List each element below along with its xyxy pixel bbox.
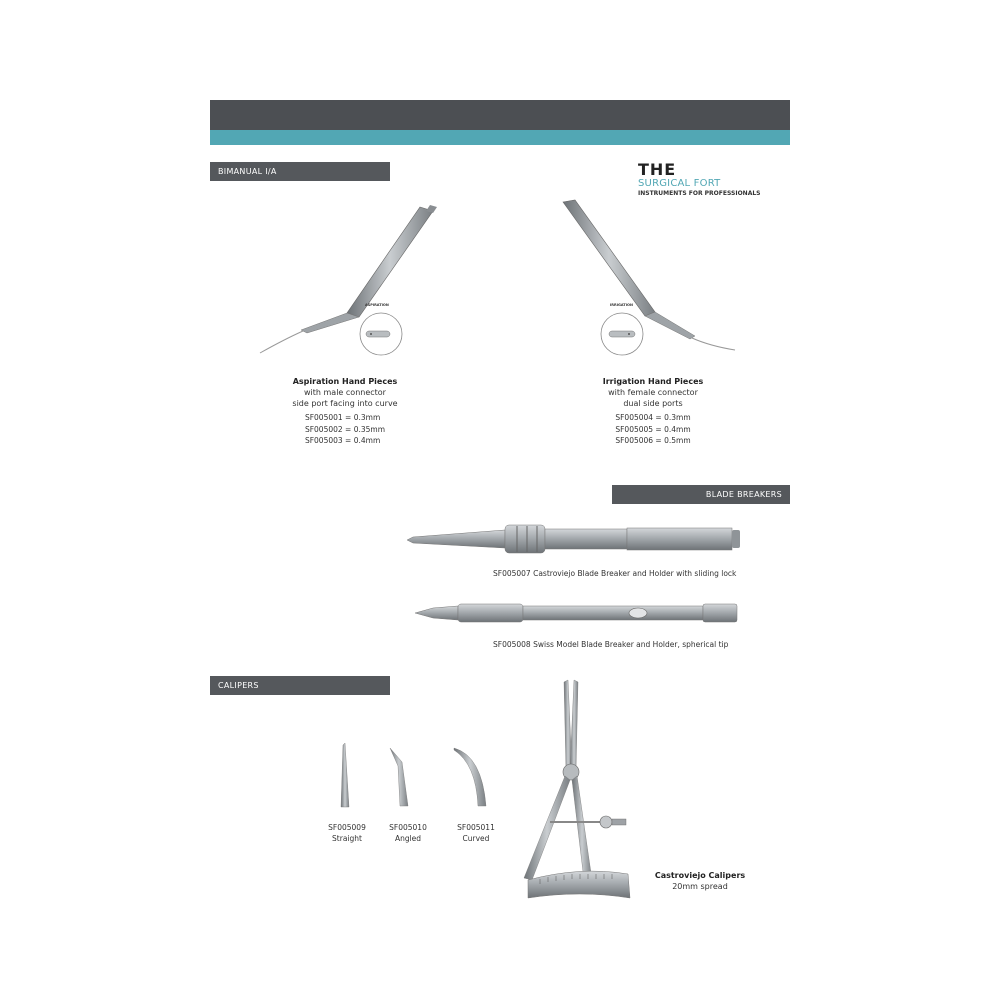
section-blade-breakers-label: BLADE BREAKERS — [705, 490, 782, 499]
brand-name: SURGICAL FORT — [638, 178, 721, 189]
section-bimanual-label: BIMANUAL I/A — [218, 167, 277, 176]
castroviejo-caliper-image — [520, 680, 640, 902]
aspiration-title: Aspiration Hand Pieces — [292, 377, 398, 386]
section-blade-breakers — [612, 485, 790, 504]
irrigation-code-2: SF005005 = 0.4mm — [615, 424, 691, 434]
irrigation-line1: with female connector — [608, 388, 698, 397]
caliper-tip-straight-label — [322, 822, 372, 844]
caliper-tip-curved-label — [451, 822, 501, 844]
irrigation-tip-detail — [597, 312, 647, 358]
section-bimanual — [210, 162, 390, 181]
caliper-tip-straight-image — [335, 743, 355, 809]
aspiration-line2: side port facing into curve — [292, 399, 398, 408]
header-dark-bar — [210, 100, 790, 130]
caliper-tip-angled-code: SF005010 — [389, 823, 427, 832]
blade-breaker-1-caption: SF005007 Castroviejo Blade Breaker and Holder with sliding lock — [493, 569, 737, 578]
castroviejo-caliper-info — [645, 870, 755, 892]
aspiration-tip-label: ASPIRATION — [365, 303, 389, 307]
aspiration-tip-detail — [356, 312, 406, 358]
caliper-tip-angled-image — [388, 746, 428, 808]
aspiration-code-1: SF005001 = 0.3mm — [304, 413, 381, 422]
blade-breaker-2-image — [413, 598, 743, 628]
blade-breaker-1-image — [405, 518, 745, 558]
irrigation-code-1: SF005004 = 0.3mm — [615, 413, 691, 422]
irrigation-code-3: SF005006 = 0.5mm — [615, 436, 691, 445]
irrigation-tip-label: IRRIGATION — [610, 303, 633, 307]
blade-breaker-2-caption: SF005008 Swiss Model Blade Breaker and Holder, spherical tip — [493, 640, 729, 649]
section-calipers-label: CALIPERS — [218, 681, 259, 690]
caliper-tip-curved-code: SF005011 — [457, 823, 495, 832]
aspiration-code-3: SF005003 = 0.4mm — [304, 436, 381, 445]
caliper-tip-curved-name: Curved — [462, 834, 490, 843]
aspiration-info — [260, 376, 430, 447]
caliper-tip-straight-code: SF005009 — [328, 823, 366, 832]
irrigation-info — [568, 376, 738, 447]
caliper-tip-angled-name: Angled — [394, 834, 422, 843]
caliper-tip-curved-image — [452, 746, 497, 808]
caliper-tip-straight-name: Straight — [332, 834, 362, 843]
irrigation-handpiece-image — [555, 200, 745, 360]
irrigation-title: Irrigation Hand Pieces — [602, 377, 704, 386]
irrigation-line2: dual side ports — [623, 399, 683, 408]
aspiration-code-2: SF005002 = 0.35mm — [304, 424, 386, 434]
header-teal-bar — [210, 130, 790, 145]
brand-tagline: INSTRUMENTS FOR PROFESSIONALS — [638, 190, 761, 197]
aspiration-handpiece-image — [255, 205, 445, 365]
caliper-tip-angled-label — [383, 822, 433, 844]
castroviejo-caliper-sub: 20mm spread — [672, 882, 728, 891]
aspiration-line1: with male connector — [304, 388, 386, 397]
castroviejo-caliper-title: Castroviejo Calipers — [654, 871, 746, 880]
brand-the: THE — [638, 160, 677, 179]
section-calipers — [210, 676, 390, 695]
